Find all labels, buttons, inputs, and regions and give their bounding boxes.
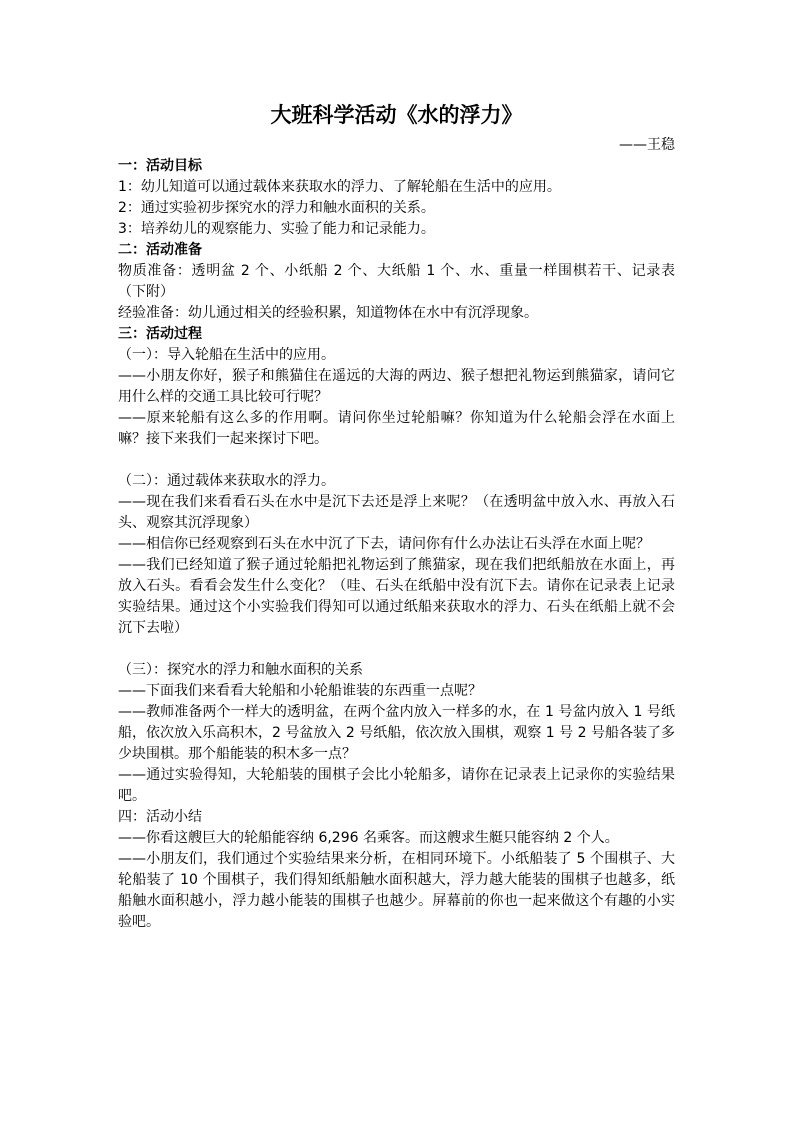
paragraph: ——教师准备两个一样大的透明盆，在两个盆内放入一样多的水，在 1 号盆内放入 1 号纸船，依次放入乐高积木，2 号盆放入 2 号纸船，依次放入围棋，观察 1 号 2 号船各装了多少块围棋。那个船能装的积木多一点？ [118, 704, 675, 762]
paragraph: ——原来轮船有这么多的作用啊。请问你坐过轮船嘛？你知道为什么轮船会浮在水面上嘛？接下来我们一起来探讨下吧。 [118, 410, 675, 447]
goal-item: 3：培养幼儿的观察能力、实验了能力和记录能力。 [118, 221, 435, 237]
document-page [118, 100, 675, 933]
paragraph: ——相信你已经观察到石头在水中沉了下去，请问你有什么办法让石头浮在水面上呢？ [118, 536, 650, 552]
goal-item: 1：幼儿知道可以通过载体来获取水的浮力、了解轮船在生活中的应用。 [118, 179, 561, 195]
goals-heading: 一：活动目标 [118, 158, 202, 174]
document-title: 大班科学活动《水的浮力》 [270, 102, 523, 127]
author-line: ——王稳 [619, 137, 675, 153]
spacer [118, 450, 675, 471]
paragraph: ——现在我们来看看石头在水中是沉下去还是浮上来呢？（在透明盆中放入水、再放入石头、观察其沉浮现象） [118, 494, 675, 531]
process-step-title: （一）：导入轮船在生活中的应用。 [118, 347, 335, 363]
prep-experience: 经验准备：幼儿通过相关的经验积累，知道物体在水中有沉浮现象。 [118, 305, 538, 321]
spacer [118, 639, 675, 660]
paragraph: ——你看这艘巨大的轮船能容纳 6,296 名乘客。而这艘求生艇只能容纳 2 个人。 [118, 830, 619, 846]
paragraph: ——下面我们来看看大轮船和小轮船谁装的东西重一点呢？ [118, 683, 482, 699]
paragraph: ——小朋友你好，猴子和熊猫住在遥远的大海的两边、猴子想把礼物运到熊猫家，请问它用什么样的交通工具比较可行呢？ [118, 368, 675, 405]
paragraph: ——小朋友们，我们通过个实验结果来分析，在相同环境下。小纸船装了 5 个围棋子、大轮船装了 10 个围棋子，我们得知纸船触水面积越大，浮力越大能装的围棋子也越多，纸船触水面积越小，浮力越小能装的围棋子也越少。屏幕前的你也一起来做这个有趣的小实验吧。 [118, 851, 675, 930]
prep-material: 物质准备：透明盆 2 个、小纸船 2 个、大纸船 1 个、水、重量一样围棋若干、记录表（下附） [118, 263, 675, 300]
paragraph: ——通过实验得知，大轮船装的围棋子会比小轮船多，请你在记录表上记录你的实验结果吧。 [118, 767, 675, 804]
prep-heading: 二：活动准备 [118, 242, 202, 258]
process-heading: 三：活动过程 [118, 326, 202, 342]
process-step-title: （三）：探究水的浮力和触水面积的关系 [118, 662, 363, 678]
summary-heading: 四：活动小结 [118, 809, 202, 825]
paragraph: ——我们已经知道了猴子通过轮船把礼物运到了熊猫家，现在我们把纸船放在水面上，再放入石头。看看会发生什么变化？（哇、石头在纸船中没有沉下去。请你在记录表上记录实验结果。通过这个小实验我们得知可以通过纸船来获取水的浮力、石头在纸船上就不会沉下去啦） [118, 557, 675, 636]
goal-item: 2：通过实验初步探究水的浮力和触水面积的关系。 [118, 200, 435, 216]
process-step-title: （二）：通过载体来获取水的浮力。 [118, 473, 335, 489]
